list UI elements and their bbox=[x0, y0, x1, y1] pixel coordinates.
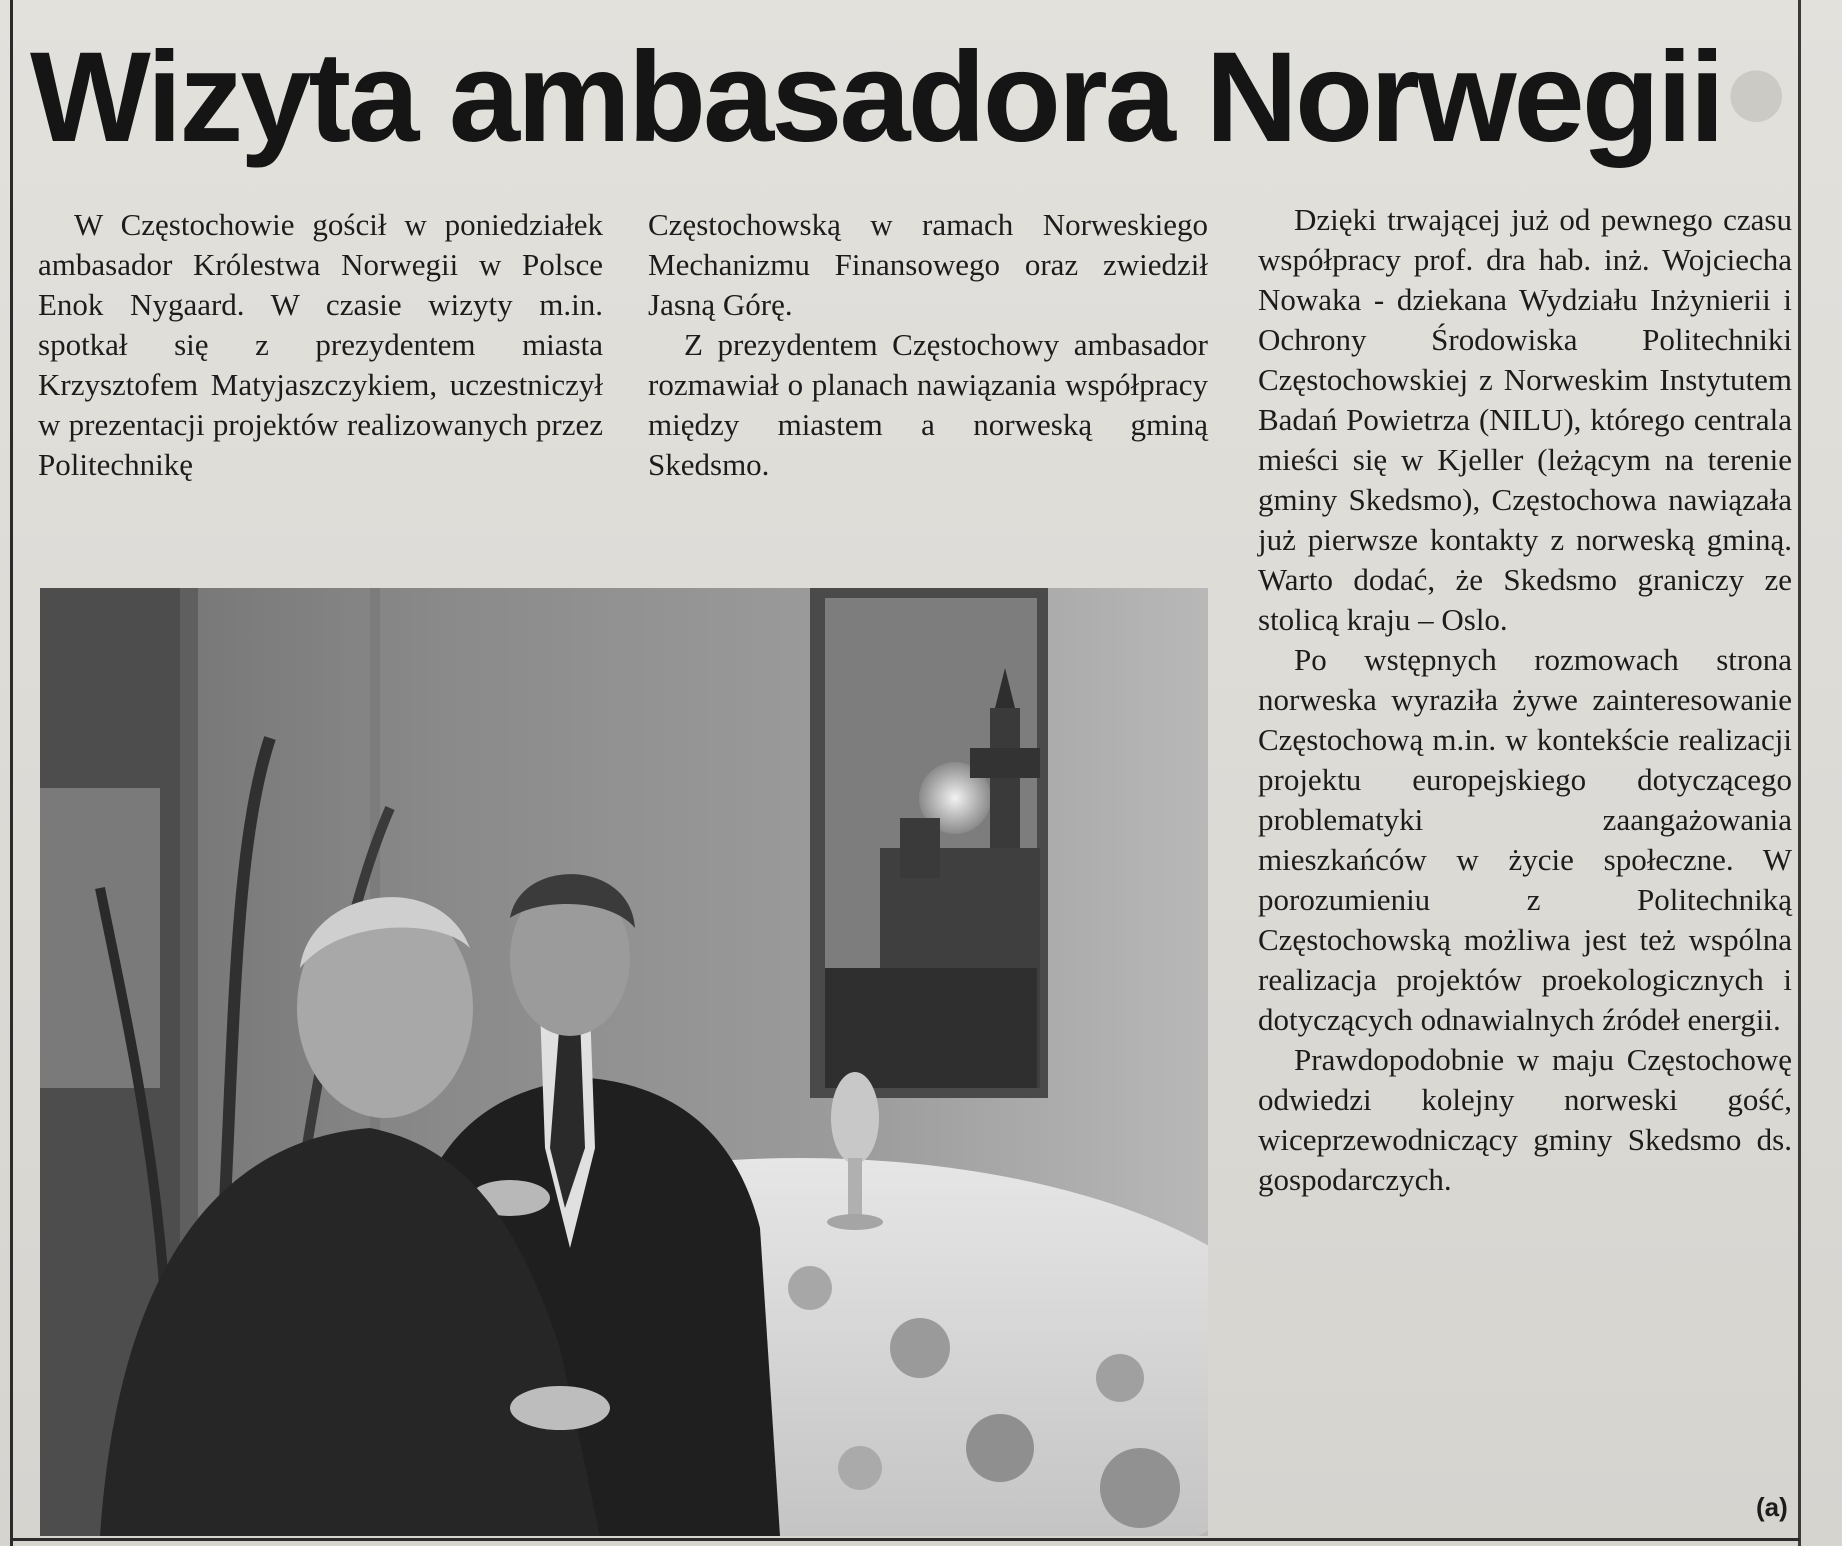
frame-rule-left bbox=[10, 0, 13, 1546]
column3-paragraph-2: Po wstępnych rozmowach strona norweska wyraziła żywe zainteresowanie Częstochową m.in. w kontekście realizacji projektu europejskiego dotyczącego problematyki zaangażowania mieszkańców w życie społeczne. W porozumieniu z Politechniką Częstochowską możliwa jest też wspólna realizacja projektów proekologicznych i dotyczących odnawialnych źródeł energii. bbox=[1258, 642, 1792, 1037]
column2-paragraph-1: Częstochowską w ramach Norweskiego Mechanizmu Finansowego oraz zwiedził Jasną Górę. bbox=[648, 207, 1208, 322]
frame-rule-right bbox=[1798, 0, 1801, 1546]
article-column-1 bbox=[38, 205, 603, 485]
painting bbox=[810, 588, 1048, 1098]
column2-paragraph-2: Z prezydentem Częstochowy ambasador rozmawiał o planach nawiązania współpracy między miastem a norweską gminą Skedsmo. bbox=[648, 327, 1208, 482]
article-column-2 bbox=[648, 205, 1208, 485]
article-photo bbox=[40, 588, 1208, 1536]
article-headline: Wizyta ambasadora Norwegii bbox=[30, 26, 1722, 169]
photo-illustration bbox=[40, 588, 1208, 1536]
article-column-3 bbox=[1258, 200, 1792, 1200]
column1-paragraph-1: W Częstochowie gościł w poniedziałek ambasador Królestwa Norwegii w Polsce Enok Nygaard. W czasie wizyty m.in. spotkał się z prezydentem miasta Krzysztofem Matyjaszczykiem, uczestniczył w prezentacji projektów realizowanych przez Politechnikę bbox=[38, 207, 603, 482]
frame-rule-bottom bbox=[10, 1538, 1800, 1541]
bleed-through: ● bbox=[1720, 22, 1793, 156]
article-byline: (a) bbox=[1756, 1492, 1788, 1522]
column3-paragraph-3: Prawdopodobnie w maju Częstochowę odwiedzi kolejny norweski gość, wiceprzewodniczący gminy Skedsmo ds. gospodarczych. bbox=[1258, 1042, 1792, 1197]
column3-paragraph-1: Dzięki trwającej już od pewnego czasu współpracy prof. dra hab. inż. Wojciecha Nowaka - dziekana Wydziału Inżynierii i Ochrony Środowiska Politechniki Częstochowskiej z Norweskim Instytutem Badań Powietrza (NILU), którego centrala mieści się w Kjeller (leżącym na terenie gminy Skedsmo), Częstochowa nawiązała już pierwsze kontakty z norweską gminą. Warto dodać, że Skedsmo graniczy ze stolicą kraju – Oslo. bbox=[1258, 202, 1792, 637]
